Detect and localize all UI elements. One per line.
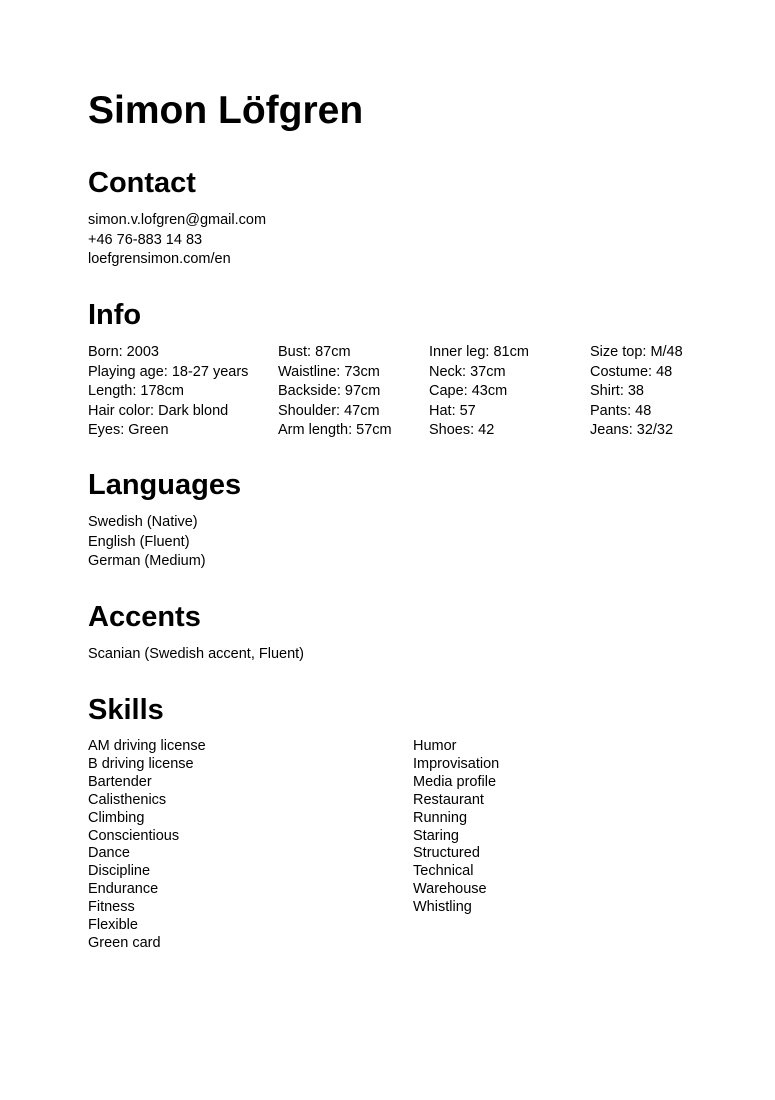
info-item: Waistline: 73cm xyxy=(278,363,380,380)
info-item: Playing age: 18-27 years xyxy=(88,363,249,380)
language-item: German (Medium) xyxy=(88,553,206,569)
info-item: Jeans: 32/32 xyxy=(590,422,674,438)
skill-item: Improvisation xyxy=(413,755,500,772)
skills-column-1 xyxy=(88,738,206,953)
accent-item: Scanian (Swedish accent, Fluent) xyxy=(88,646,304,662)
skill-item: Discipline xyxy=(88,863,151,880)
languages-heading: Languages xyxy=(88,469,242,501)
info-column-2 xyxy=(278,343,392,441)
contact-website: loefgrensimon.com/en xyxy=(88,251,231,267)
info-heading: Info xyxy=(88,299,142,331)
skill-item: B driving license xyxy=(88,755,194,772)
skill-item: AM driving license xyxy=(88,738,206,754)
info-item: Size top: M/48 xyxy=(590,344,683,360)
person-name: Simon Löfgren xyxy=(88,89,364,132)
skill-item: Fitness xyxy=(88,899,135,916)
skill-item: Restaurant xyxy=(413,791,484,808)
skill-item: Endurance xyxy=(88,881,159,898)
info-column-4 xyxy=(590,343,683,441)
skill-item: Calisthenics xyxy=(88,791,167,808)
language-item: English (Fluent) xyxy=(88,533,190,550)
info-item: Inner leg: 81cm xyxy=(429,344,529,360)
info-column-1 xyxy=(88,343,248,441)
languages-list xyxy=(88,513,206,572)
accents-list xyxy=(88,645,304,665)
skill-item: Dance xyxy=(88,845,130,862)
info-item: Bust: 87cm xyxy=(278,344,351,360)
info-item: Cape: 43cm xyxy=(429,383,508,399)
language-item: Swedish (Native) xyxy=(88,514,198,530)
skill-item: Structured xyxy=(413,845,480,862)
info-item: Neck: 37cm xyxy=(429,363,506,380)
skill-item: Climbing xyxy=(88,809,145,826)
skill-item: Media profile xyxy=(413,773,497,790)
skill-item: Warehouse xyxy=(413,881,487,898)
contact-email: simon.v.lofgren@gmail.com xyxy=(88,212,267,228)
contact-phone: +46 76-883 14 83 xyxy=(88,231,203,248)
skill-item: Flexible xyxy=(88,917,138,934)
info-item: Arm length: 57cm xyxy=(278,422,392,438)
info-item: Born: 2003 xyxy=(88,344,159,360)
info-column-3 xyxy=(429,343,529,441)
info-item: Shirt: 38 xyxy=(590,383,644,399)
skill-item: Staring xyxy=(413,827,459,844)
skill-item: Technical xyxy=(413,863,474,880)
skill-item: Whistling xyxy=(413,899,472,916)
info-item: Shoes: 42 xyxy=(429,422,495,438)
info-item: Hair color: Dark blond xyxy=(88,402,229,419)
info-item: Shoulder: 47cm xyxy=(278,402,380,419)
info-item: Pants: 48 xyxy=(590,402,652,419)
info-item: Length: 178cm xyxy=(88,383,184,399)
skills-heading: Skills xyxy=(88,694,164,726)
skill-item: Green card xyxy=(88,934,161,951)
skill-item: Running xyxy=(413,809,468,826)
skill-item: Humor xyxy=(413,738,457,754)
accents-heading: Accents xyxy=(88,601,201,633)
info-item: Eyes: Green xyxy=(88,422,169,438)
contact-heading: Contact xyxy=(88,167,196,199)
info-item: Costume: 48 xyxy=(590,363,673,380)
contact-block xyxy=(88,211,266,270)
info-item: Hat: 57 xyxy=(429,402,476,419)
skill-item: Bartender xyxy=(88,773,152,790)
info-item: Backside: 97cm xyxy=(278,383,381,399)
skill-item: Conscientious xyxy=(88,827,180,844)
skills-column-2 xyxy=(413,738,499,917)
